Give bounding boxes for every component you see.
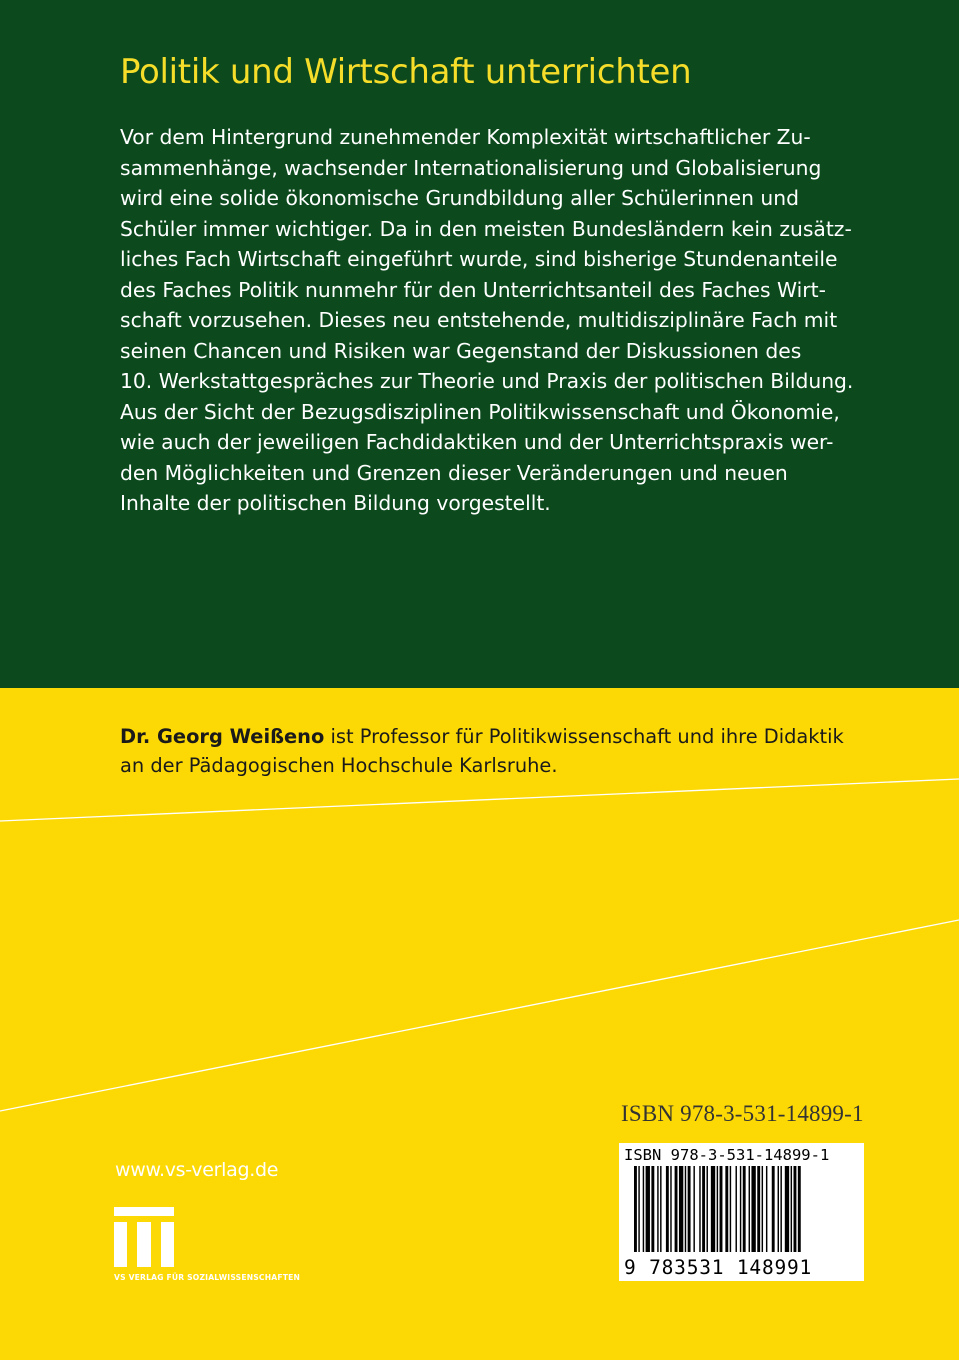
blurb-line: Inhalte der politischen Bildung vorgestellt.	[120, 491, 551, 515]
author-bio-line-1	[120, 722, 920, 751]
blurb-line: schaft vorzusehen. Dieses neu entstehende, multidisziplinäre Fach mit	[120, 308, 838, 332]
blurb-line: wird eine solide ökonomische Grundbildung aller Schülerinnen und	[120, 186, 799, 210]
blurb-line: seinen Chancen und Risiken war Gegenstand der Diskussionen des	[120, 338, 802, 363]
barcode-isbn: ISBN 978-3-531-14899-1	[624, 1146, 830, 1164]
blurb-line: wie auch der jeweiligen Fachdidaktiken und der Unterrichtspraxis wer-	[120, 430, 834, 454]
publisher-logo-icon	[114, 1207, 174, 1267]
blurb-line: Aus der Sicht der Bezugsdisziplinen Politikwissenschaft und Ökonomie,	[120, 399, 840, 424]
author-bio-text: ist Professor für Politikwissenschaft und ihre Didaktik	[324, 725, 844, 748]
blurb-line: Vor dem Hintergrund zunehmender Komplexität wirtschaftlicher Zu-	[120, 125, 811, 149]
blurb-line: 10. Werkstattgespräches zur Theorie und Praxis der politischen Bildung.	[120, 369, 854, 393]
isbn-label: ISBN 978-3-531-14899-1	[621, 1101, 864, 1126]
book-title: Politik und Wirtschaft unterrichten	[120, 52, 692, 92]
blurb-line: den Möglichkeiten und Grenzen dieser Veränderungen und neuen	[120, 460, 788, 485]
publisher-website[interactable]: www.vs-verlag.de	[115, 1159, 279, 1181]
author-bio	[120, 722, 920, 780]
barcode-digits: 9 783531 148991	[624, 1256, 813, 1279]
publisher-logo-text: VS VERLAG FÜR SOZIALWISSENSCHAFTEN	[114, 1273, 301, 1282]
blurb-line: Schüler immer wichtiger. Da in den meisten Bundesländern kein zusätz-	[120, 216, 852, 241]
blurb-text	[120, 122, 880, 519]
barcode-icon	[634, 1166, 859, 1254]
blurb-line: sammenhänge, wachsender Internationalisierung und Globalisierung	[120, 155, 822, 180]
author-name: Dr. Georg Weißeno	[120, 725, 325, 748]
blurb-line: liches Fach Wirtschaft eingeführt wurde, sind bisherige Stundenanteile	[120, 247, 838, 271]
blurb-line: des Faches Politik nunmehr für den Unterrichtsanteil des Faches Wirt-	[120, 277, 826, 302]
author-bio-line-2: an der Pädagogischen Hochschule Karlsruhe.	[120, 754, 558, 777]
